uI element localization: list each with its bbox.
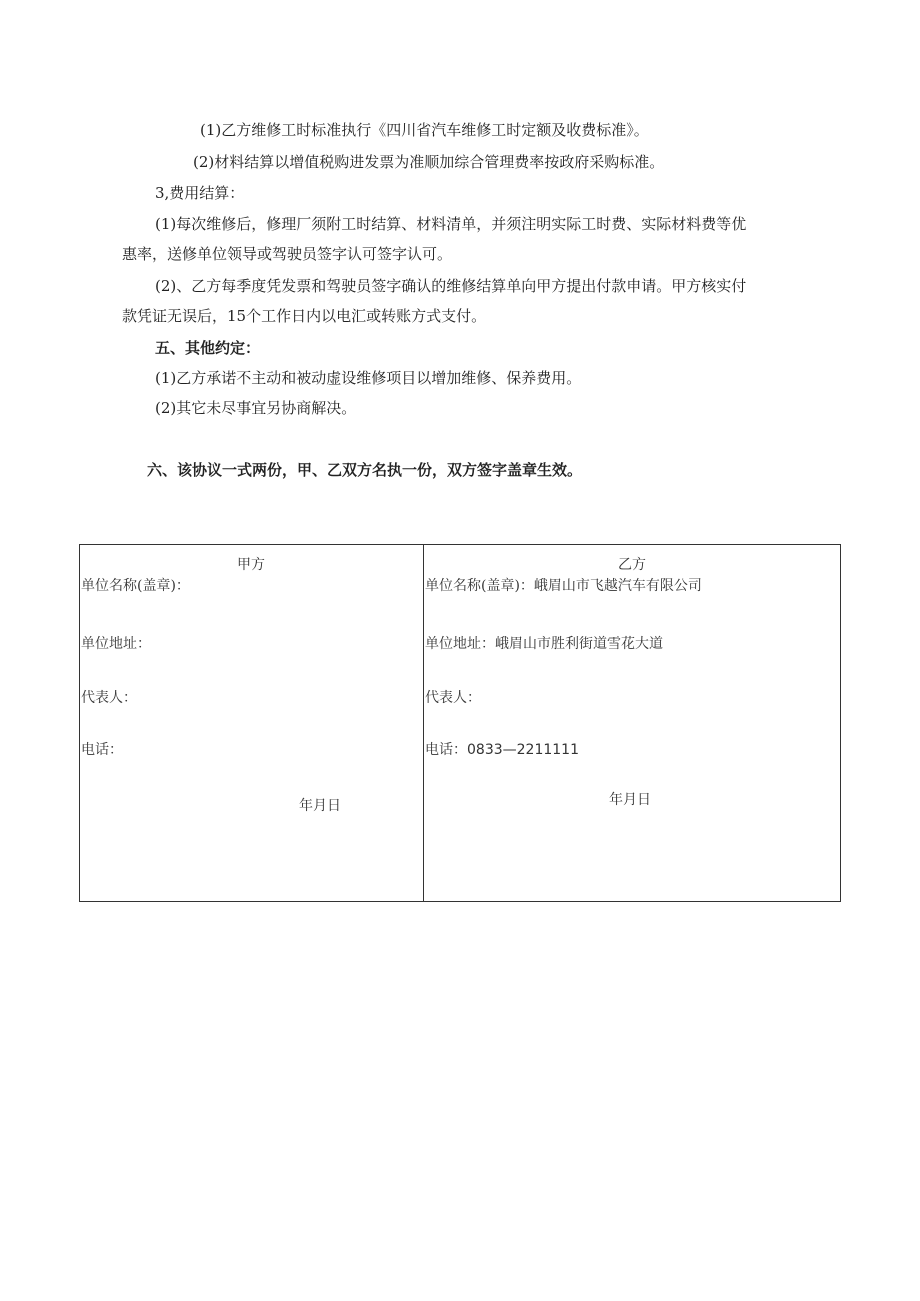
agreement-copies-clause: 六、该协议一式两份，甲、乙双方名执一份，双方签字盖章生效。 [147,461,583,479]
labor-standard-item: (1)乙方维修工时标准执行《四川省汽车维修工时定额及收费标准》。 [200,121,649,139]
settlement-item-1-line1: (1)每次维修后，修理厂须附工时结算、材料清单，并须注明实际工时费、实际材料费等优 [155,215,747,233]
party-a-address: 单位地址： [81,636,151,652]
settlement-item-2-line2: 款凭证无误后，15个工作日内以电汇或转账方式支付。 [122,307,487,325]
settlement-item-1-line2: 惠率，送修单位领导或驾驶员签字认可签字认可。 [122,245,453,263]
signature-table [79,544,841,902]
party-b-address: 单位地址：峨眉山市胜利街道雪花大道 [425,636,663,652]
other-agreement-item-1: (1)乙方承诺不主动和被动虚设维修项目以增加维修、保养费用。 [155,369,582,387]
party-b-date: 年月日 [609,792,651,808]
party-a-date: 年月日 [299,798,341,814]
party-b-phone-number: 0833—2211111 [467,742,579,758]
other-agreement-item-2: (2)其它未尽事宜另协商解决。 [155,399,357,417]
party-a-title: 甲方 [237,557,265,573]
material-settlement-item: (2)材料结算以增值税购进发票为准顺加综合管理费率按政府采购标准。 [193,153,665,171]
settlement-item-2-line1: (2)、乙方每季度凭发票和驾驶员签字确认的维修结算单向甲方提出付款申请。甲方核实付 [155,277,747,295]
party-a-representative: 代表人： [81,690,137,706]
fee-settlement-heading: 3,费用结算： [155,184,245,202]
party-b-unit-name: 单位名称(盖章)：峨眉山市飞越汽车有限公司 [425,578,702,594]
party-a-phone: 电话： [81,742,123,758]
other-agreements-heading: 五、其他约定： [155,339,261,357]
party-b-phone-label: 电话： [425,742,467,758]
party-b-title: 乙方 [618,557,646,573]
signature-table-divider [423,545,424,901]
party-b-phone [425,741,579,759]
party-a-unit-name: 单位名称(盖章)： [81,578,190,594]
party-b-representative: 代表人： [425,690,481,706]
